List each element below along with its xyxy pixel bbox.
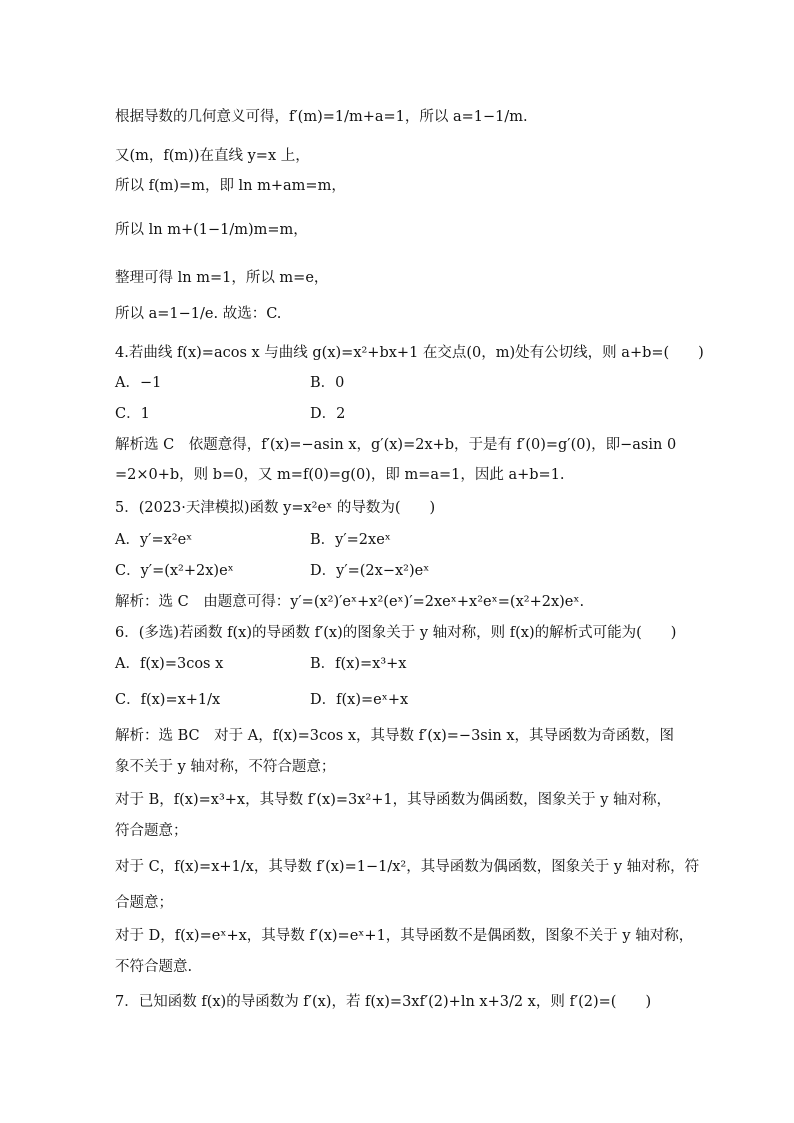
option-5d: D．y′=(2x−x²)eˣ: [310, 563, 430, 579]
question-6: 6．(多选)若函数 f(x)的导函数 f′(x)的图象关于 y 轴对称，则 f(x)的解析式可能为( ): [115, 625, 677, 641]
solution-6-line-6: 合题意；: [115, 895, 173, 911]
option-5a: A．y′=x²eˣ: [115, 532, 193, 548]
solution-line-3: 所以 f(m)=m，即 ln m+am=m，: [115, 178, 346, 194]
question-5: 5．(2023·天津模拟)函数 y=x²eˣ 的导数为( ): [115, 500, 436, 516]
option-4b: B．0: [310, 375, 345, 391]
question-4: 4.若曲线 f(x)=acos x 与曲线 g(x)=x²+bx+1 在交点(0，m)处有公切线，则 a+b=( ): [115, 345, 704, 361]
solution-6-line-3: 对于 B，f(x)=x³+x，其导数 f′(x)=3x²+1，其导函数为偶函数，图象关于 y 轴对称，: [115, 792, 671, 808]
solution-line-1: 根据导数的几何意义可得，f′(m)=1/m+a=1，所以 a=1−1/m.: [115, 109, 528, 125]
solution-line-6: 所以 a=1−1/e. 故选：C.: [115, 306, 282, 322]
option-6c: C．f(x)=x+1/x: [115, 692, 221, 708]
question-7: 7．已知函数 f(x)的导函数为 f′(x)，若 f(x)=3xf′(2)+ln x+3/2 x，则 f′(2)=( ): [115, 994, 652, 1010]
option-4d: D．2: [310, 406, 346, 422]
option-5b: B．y′=2xeˣ: [310, 532, 391, 548]
option-4a: A．−1: [115, 375, 162, 391]
solution-line-4: 所以 ln m+(1−1/m)m=m，: [115, 222, 308, 238]
solution-4-line-2: =2×0+b，则 b=0，又 m=f(0)=g(0)，即 m=a=1，因此 a+b=1.: [115, 467, 565, 483]
solution-6-line-8: 不符合题意.: [115, 959, 193, 975]
solution-6-line-1: 解析：选 BC 对于 A，f(x)=3cos x，其导数 f′(x)=−3sin x，其导函数为奇函数，图: [115, 728, 675, 744]
solution-4-line-1: 解析选 C 依题意得，f′(x)=−asin x，g′(x)=2x+b，于是有 f′(0)=g′(0)，即−asin 0: [115, 437, 677, 453]
solution-6-line-5: 对于 C，f(x)=x+1/x，其导数 f′(x)=1−1/x²，其导函数为偶函数，图象关于 y 轴对称，符: [115, 859, 700, 875]
solution-line-2: 又(m，f(m))在直线 y=x 上，: [115, 148, 310, 164]
solution-6-line-4: 符合题意；: [115, 823, 188, 839]
solution-6-line-7: 对于 D，f(x)=eˣ+x，其导数 f′(x)=eˣ+1，其导函数不是偶函数，图象不关于 y 轴对称，: [115, 928, 694, 944]
option-5c: C．y′=(x²+2x)eˣ: [115, 563, 234, 579]
option-6d: D．f(x)=eˣ+x: [310, 692, 409, 708]
solution-6-line-2: 象不关于 y 轴对称，不符合题意；: [115, 759, 336, 775]
solution-line-5: 整理可得 ln m=1，所以 m=e，: [115, 270, 329, 286]
option-4c: C．1: [115, 406, 150, 422]
option-6b: B．f(x)=x³+x: [310, 656, 407, 672]
option-6a: A．f(x)=3cos x: [115, 656, 224, 672]
solution-5: 解析：选 C 由题意可得：y′=(x²)′eˣ+x²(eˣ)′=2xeˣ+x²eˣ=(x²+2x)eˣ.: [115, 594, 585, 610]
